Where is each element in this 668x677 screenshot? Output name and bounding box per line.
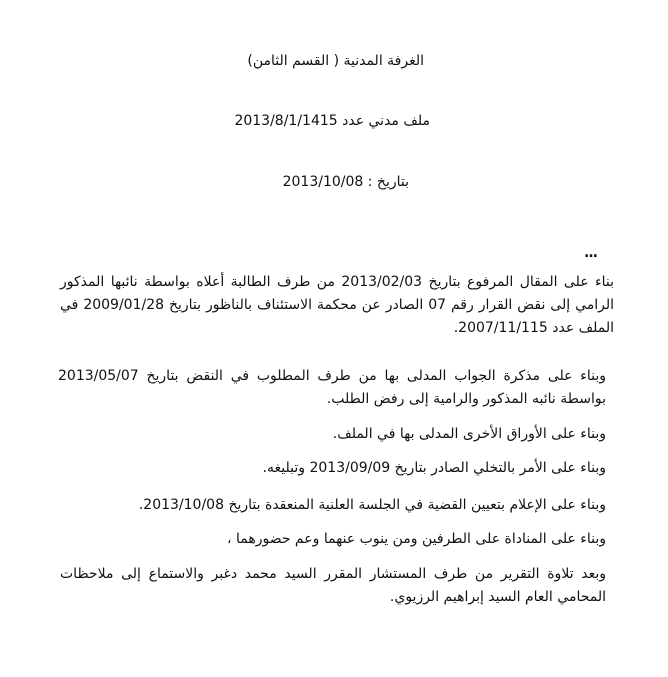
paragraph-report-reading: وبعد تلاوة التقرير من طرف المستشار المقرر السيد محمد دغبر والاستماع إلى ملاحظات المحامي العام السيد إبراهيم الرزيوي. bbox=[60, 566, 606, 605]
paragraph-response-memo: وبناء على مذكرة الجواب المدلى بها من طرف المطلوب في النقض بتاريخ 2013/05/07 بواسطة نائبه المذكور والرامية إلى رفض الطلب. bbox=[58, 368, 606, 407]
paragraph-petition: بناء على المقال المرفوع بتاريخ 2013/02/03 من طرف الطالبة أعلاه بواسطة نائبها المذكور الرامي إلى نقض القرار رقم 07 الصادر عن محكمة الاستئناف بالناظور بتاريخ 2009/01/28 في الملف عدد 2007/11/115. bbox=[60, 274, 615, 336]
chamber-heading: الغرفة المدنية ( القسم الثامن) bbox=[247, 53, 424, 69]
ellipsis-mark: ... bbox=[584, 245, 597, 261]
paragraph-other-papers: وبناء على الأوراق الأخرى المدلى بها في الملف. bbox=[332, 426, 606, 442]
decision-date: بتاريخ : 2013/10/08 bbox=[282, 174, 409, 190]
paragraph-closure-order: وبناء على الأمر بالتخلي الصادر بتاريخ 2013/09/09 وتبليغه. bbox=[262, 460, 606, 476]
paragraph-hearing-notice: وبناء على الإعلام بتعيين القضية في الجلسة العلنية المنعقدة بتاريخ 2013/10/08. bbox=[138, 497, 606, 513]
file-number: ملف مدني عدد 2013/8/1/1415 bbox=[234, 113, 430, 129]
paragraph-summons: وبناء على المناداة على الطرفين ومن ينوب عنهما وعم حضورهما ، bbox=[226, 531, 606, 547]
